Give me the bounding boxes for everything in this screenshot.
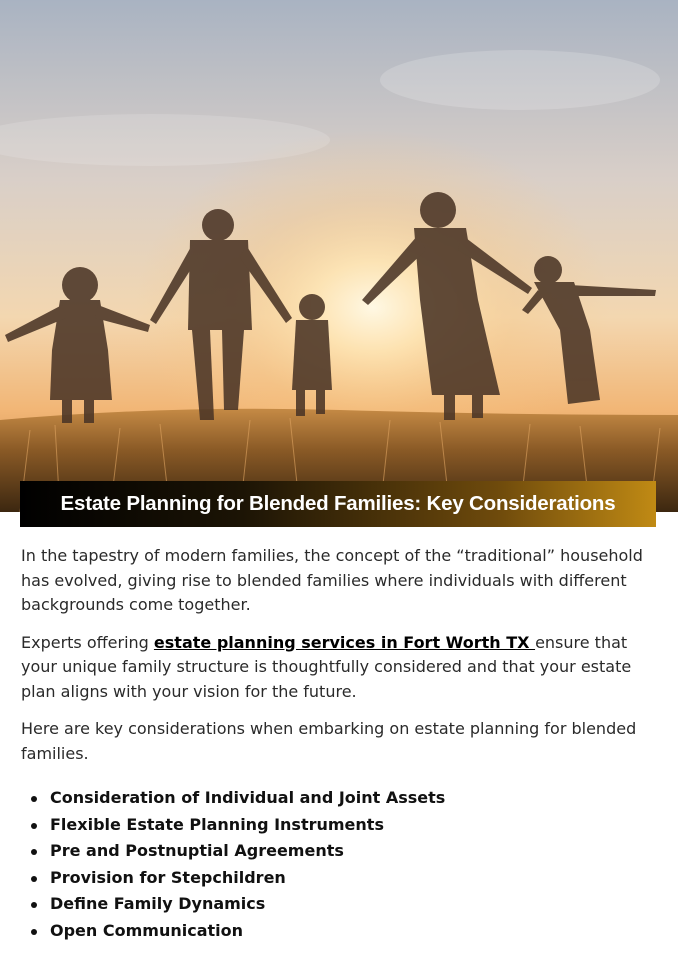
list-item-label: Consideration of Individual and Joint Assets [50, 788, 446, 807]
list-item [31, 865, 445, 892]
list-item [31, 838, 445, 865]
bullet-dot-icon [31, 823, 37, 829]
list-item [31, 785, 445, 812]
bullet-dot-icon [31, 902, 37, 908]
list-item [31, 891, 445, 918]
list-item-label: Provision for Stepchildren [50, 867, 286, 887]
bullet-dot-icon [31, 876, 37, 882]
estate-planning-services-link[interactable]: estate planning services in Fort Worth TX [153, 632, 536, 652]
list-item-label: Flexible Estate Planning Instruments [50, 814, 384, 834]
title-banner [20, 481, 656, 527]
article-body [21, 544, 661, 779]
bullet-dot-icon [31, 849, 37, 855]
list-item-label: Pre and Postnuptial Agreements [50, 841, 344, 861]
services-paragraph-suffix: ensure that your unique family structure is thoughtfully considered and that your estate plan aligns with your vision for the future. [21, 632, 632, 701]
list-item [31, 918, 445, 945]
list-item-label: Define Family Dynamics [50, 894, 266, 914]
considerations-intro-paragraph: Here are key considerations when embarking on estate planning for blended families. [21, 719, 637, 763]
page-title: Estate Planning for Blended Families: Key Considerations [60, 492, 616, 515]
considerations-list [31, 785, 445, 945]
services-paragraph [21, 631, 661, 705]
list-item [31, 812, 445, 839]
bullet-dot-icon [31, 796, 37, 802]
services-paragraph-prefix: Experts offering [21, 632, 154, 652]
list-item-label: Open Communication [50, 920, 244, 940]
bullet-dot-icon [31, 929, 37, 935]
intro-paragraph: In the tapestry of modern families, the concept of the “traditional” household has evolved, giving rise to blended families where individuals with different backgrounds come together. [21, 546, 643, 614]
